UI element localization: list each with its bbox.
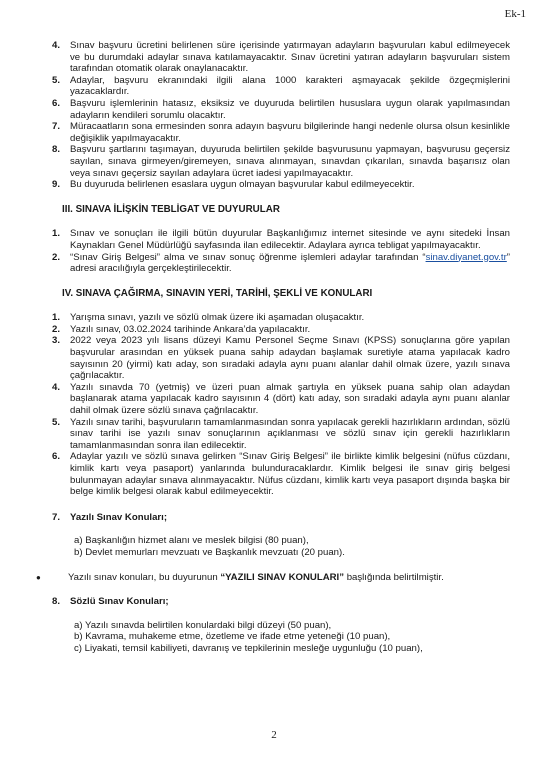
list-item: 6. Başvuru işlemlerinin hatasız, eksiksiz ve duyuruda belirtilen hususlara uygun olarak yapılmasından adayların kendileri sorumlu olacaktır. [52, 97, 510, 121]
list-item: 8. Başvuru şartlarını taşımayan, duyuruda belirtilen şekilde başvurusunu yapmayan, başvurusu geçersiz sayılan, sınava girmeyen/giremeyen, sınava alınmayan, sınavdan çıkarılan, sınavda başarısız olan veya sınavı geçersiz sayılan adaylara ücret iadesi yapılmayacaktır. [52, 144, 510, 179]
list-item: b) Kavrama, muhakeme etme, özetleme ve ifade etme yeteneği (10 puan), [74, 631, 391, 643]
annex-label: Ek-1 [504, 8, 526, 20]
list-item: 3. 2022 veya 2023 yılı lisans düzeyi Kamu Personel Seçme Sınavı (KPSS) sonuçlarına göre yapılan başvurular arasından en yüksek puana sahip adaydan başlamak suretiyle atama yapılacak kadro sayısının 20 (yirmi) katı aday, son sıradaki adayla aynı puanı alanlar dahil olmak üzere, yazılı sınava çağrılacaktır. [52, 335, 510, 382]
list-item: 5. Adaylar, başvuru ekranındaki ilgili alana 1000 karakteri aşmayacak şekilde özgeçmişlerini yazacaklardır. [52, 74, 510, 98]
written-exam-note: ● Yazılı sınav konuları, bu duyurunun “YAZILI SINAV KONULARI” başlığında belirtilmiştir. [36, 571, 444, 583]
section-heading-notifications: III. SINAVA İLİŞKİN TEBLİGAT VE DUYURULAR [62, 203, 280, 215]
list-item: 9. Bu duyuruda belirlenen esaslara uygun olmayan başvurular kabul edilmeyecektir. [52, 179, 415, 191]
oral-exam-topics [52, 620, 510, 655]
application-rules-list [52, 40, 510, 191]
list-item: b) Devlet memurları mevzuatı ve Başkanlık mevzuatı (20 puan). [74, 546, 345, 558]
list-item: 5. Yazılı sınav tarihi, başvuruların tamamlanmasından sonra yapılacak gerekli hazırlıkların ardından, sözlü sınav tarihi ise yazılı sınav sonuçlarının açıklanması ve sözlü sınav için gerekli hazırlıkların tamamlanmasından sonra ilan edilecektir. [52, 416, 510, 451]
list-item: 6. Adaylar yazılı ve sözlü sınava gelirken “Sınav Giriş Belgesi” ile birlikte kimlik belgesini (nüfus cüzdanı, kimlik kartı veya pasaport) yanlarında bulunduracaklardır. Kimlik belgesi ile sınav giriş belgesi bulunmayan adaylar sınava alınmayacaktır. Nüfus cüzdanı, kimlik kartı veya pasaport dışında başka bir belge kimlik belgesi olarak kabul edilmeyecektir. [52, 451, 510, 498]
list-item: a) Başkanlığın hizmet alanı ve meslek bilgisi (80 puan), [74, 535, 309, 547]
list-item: 4. Sınav başvuru ücretini belirlenen süre içerisinde yatırmayan adayların başvuruları kabul edilmeyecek ve bu durumdaki adaylar sınava katılamayacaktır. Sınav ücretini yatıran adayların başvuruları sistem tarafından otomatik olarak onaylanacaktır. [52, 40, 510, 75]
list-item: c) Liyakati, temsil kabiliyeti, davranış ve tepkilerinin mesleğe uygunluğu (10 puan), [74, 642, 423, 654]
exam-details-list [52, 312, 510, 498]
list-item: 2. Yazılı sınav, 03.02.2024 tarihinde Ankara’da yapılacaktır. [52, 323, 311, 335]
written-exam-topics [52, 535, 510, 558]
document-body [36, 40, 510, 655]
list-item: 2. “Sınav Giriş Belgesi” alma ve sınav sonuç öğrenme işlemleri adaylar tarafından “sinav.diyanet.gov.tr” adresi aracılığıyla gerçekleştirilecektir. [52, 251, 510, 275]
section-heading-exam-details: IV. SINAVA ÇAĞIRMA, SINAVIN YERİ, TARİHİ, ŞEKLİ VE KONULARI [62, 287, 373, 299]
written-exam-heading: 7. Yazılı Sınav Konuları; [52, 511, 168, 523]
bullet-icon: ● [36, 572, 41, 582]
list-item: 7. Müracaatların sona ermesinden sonra adayın başvuru bilgilerinde hangi nedenle olursa olsun kesinlikle değişiklik yapılmayacaktır. [52, 121, 510, 144]
page-number: 2 [271, 729, 277, 741]
list-item: 1. Yarışma sınavı, yazılı ve sözlü olmak üzere iki aşamadan oluşacaktır. [52, 312, 365, 324]
exam-site-link[interactable]: sinav.diyanet.gov.tr [425, 251, 507, 263]
list-item: a) Yazılı sınavda belirtilen konulardaki bilgi düzeyi (50 puan), [74, 619, 332, 631]
oral-exam-heading: 8. Sözlü Sınav Konuları; [52, 596, 169, 608]
list-item: 1. Sınav ve sonuçları ile ilgili bütün duyurular Başkanlığımız internet sitesinde ve aynı sitedeki İnsan Kaynakları Genel Müdürlüğü sayfasında ilan edilecektir. Adaylara ayrıca tebligat yapılmayacaktır. [52, 228, 510, 251]
list-item: 4. Yazılı sınavda 70 (yetmiş) ve üzeri puan almak şartıyla en yüksek puana sahip olan adaydan başlanarak atama yapılacak kadro sayısının 4 (dört) katı aday, son sıradaki adayla aynı puanı alanlar dahil olmak üzere sözlü sınava çağrılacaktır. [52, 381, 510, 417]
